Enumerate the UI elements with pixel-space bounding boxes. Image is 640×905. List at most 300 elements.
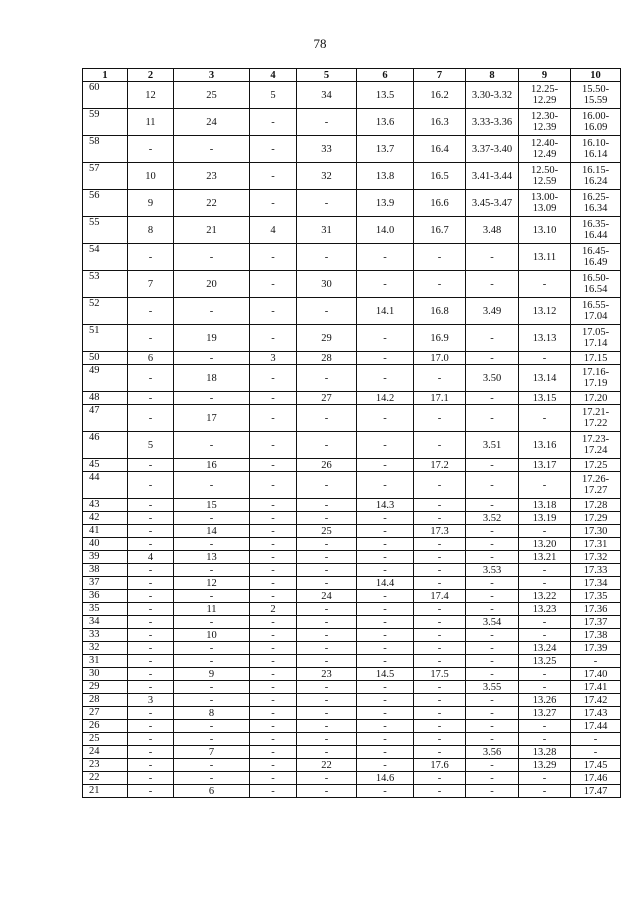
table-cell: 27	[297, 392, 357, 405]
table-row	[83, 405, 621, 432]
table-cell: 30	[297, 271, 357, 298]
table-cell: -	[128, 405, 174, 432]
table-cell: 17.46	[571, 772, 621, 785]
table-cell: 22	[174, 190, 250, 217]
table-cell: -	[466, 590, 519, 603]
column-header: 6	[357, 69, 414, 82]
table-cell: -	[174, 720, 250, 733]
table-cell: -	[250, 655, 297, 668]
table-cell: -	[357, 325, 414, 352]
table-cell: 17.42	[571, 694, 621, 707]
table-cell: -	[519, 629, 571, 642]
table-cell: 17.4	[414, 590, 466, 603]
table-cell: 17.26- 17.27	[571, 472, 621, 499]
table-cell: -	[250, 642, 297, 655]
table-cell: 17.21- 17.22	[571, 405, 621, 432]
table-cell: -	[414, 616, 466, 629]
table-row	[83, 629, 621, 642]
table-cell: -	[414, 564, 466, 577]
table-cell: -	[297, 551, 357, 564]
table-cell: -	[466, 655, 519, 668]
table-cell: 3.54	[466, 616, 519, 629]
table-cell: -	[250, 759, 297, 772]
table-cell: 50	[83, 352, 128, 365]
table-cell: -	[519, 681, 571, 694]
table-cell: -	[250, 109, 297, 136]
table-cell: 13.17	[519, 459, 571, 472]
table-cell: -	[466, 629, 519, 642]
table-cell: -	[174, 564, 250, 577]
table-cell: 14.3	[357, 499, 414, 512]
table-cell: 13.13	[519, 325, 571, 352]
table-cell: 35	[83, 603, 128, 616]
table-cell: 17.40	[571, 668, 621, 681]
table-cell: -	[250, 629, 297, 642]
table-cell: -	[357, 512, 414, 525]
table-row	[83, 244, 621, 271]
column-header: 8	[466, 69, 519, 82]
table-cell: 32	[83, 642, 128, 655]
table-cell: -	[357, 707, 414, 720]
table-cell: -	[519, 785, 571, 798]
table-cell: 16.3	[414, 109, 466, 136]
table-cell: 16.9	[414, 325, 466, 352]
table-cell: -	[519, 616, 571, 629]
table-cell: -	[297, 707, 357, 720]
table-cell: -	[174, 642, 250, 655]
table-cell: 19	[174, 325, 250, 352]
table-cell: 3.52	[466, 512, 519, 525]
table-cell: -	[519, 405, 571, 432]
table-cell: 13.18	[519, 499, 571, 512]
table-cell: 17.15	[571, 352, 621, 365]
table-cell: 22	[297, 759, 357, 772]
table-cell: 26	[83, 720, 128, 733]
score-table	[82, 68, 621, 798]
table-cell: 25	[297, 525, 357, 538]
table-cell: -	[250, 707, 297, 720]
table-cell: 17.38	[571, 629, 621, 642]
table-cell: 57	[83, 163, 128, 190]
table-cell: 52	[83, 298, 128, 325]
table-cell: -	[128, 298, 174, 325]
table-cell: -	[414, 603, 466, 616]
table-cell: 54	[83, 244, 128, 271]
table-cell: 47	[83, 405, 128, 432]
table-cell: 13.7	[357, 136, 414, 163]
table-cell: -	[414, 271, 466, 298]
table-cell: -	[250, 472, 297, 499]
table-cell: -	[414, 472, 466, 499]
table-cell: 16.35- 16.44	[571, 217, 621, 244]
table-cell: 13.10	[519, 217, 571, 244]
table-cell: 17.37	[571, 616, 621, 629]
table-cell: 3.41-3.44	[466, 163, 519, 190]
table-cell: -	[250, 298, 297, 325]
table-cell: -	[466, 525, 519, 538]
table-row	[83, 136, 621, 163]
table-cell: -	[250, 577, 297, 590]
table-cell: -	[414, 720, 466, 733]
table-cell: 13.23	[519, 603, 571, 616]
table-cell: -	[174, 392, 250, 405]
table-cell: 17.34	[571, 577, 621, 590]
table-cell: 17.05- 17.14	[571, 325, 621, 352]
table-cell: 17.32	[571, 551, 621, 564]
table-cell: -	[357, 365, 414, 392]
table-cell: 14.0	[357, 217, 414, 244]
table-cell: -	[466, 459, 519, 472]
table-cell: -	[128, 629, 174, 642]
table-cell: -	[357, 472, 414, 499]
table-cell: 26	[297, 459, 357, 472]
table-cell: -	[357, 785, 414, 798]
table-cell: -	[357, 733, 414, 746]
table-cell: 16.55- 17.04	[571, 298, 621, 325]
table-cell: -	[414, 577, 466, 590]
table-cell: -	[357, 564, 414, 577]
table-cell: 22	[83, 772, 128, 785]
table-cell: 16.4	[414, 136, 466, 163]
page-number: 78	[313, 36, 327, 51]
table-cell: 9	[128, 190, 174, 217]
table-cell: -	[128, 577, 174, 590]
table-cell: -	[128, 733, 174, 746]
table-cell: -	[128, 720, 174, 733]
table-cell: 12.40- 12.49	[519, 136, 571, 163]
table-cell: 2	[250, 603, 297, 616]
table-cell: -	[466, 577, 519, 590]
table-cell: 25	[83, 733, 128, 746]
table-cell: 16.50- 16.54	[571, 271, 621, 298]
table-cell: 58	[83, 136, 128, 163]
table-row	[83, 392, 621, 405]
table-cell: -	[297, 785, 357, 798]
table-cell: -	[519, 720, 571, 733]
table-cell: 3.30-3.32	[466, 82, 519, 109]
table-cell: -	[297, 772, 357, 785]
table-cell: -	[250, 746, 297, 759]
table-cell: -	[357, 352, 414, 365]
table-cell: 17.23- 17.24	[571, 432, 621, 459]
table-cell: 15.50- 15.59	[571, 82, 621, 109]
table-cell: -	[297, 298, 357, 325]
table-cell: -	[174, 538, 250, 551]
table-cell: 14.4	[357, 577, 414, 590]
table-cell: 16.5	[414, 163, 466, 190]
table-cell: 3.49	[466, 298, 519, 325]
table-cell: -	[128, 785, 174, 798]
table-cell: -	[297, 244, 357, 271]
table-row	[83, 512, 621, 525]
table-row	[83, 564, 621, 577]
table-cell: 12.30- 12.39	[519, 109, 571, 136]
table-cell: -	[250, 459, 297, 472]
table-cell: 5	[250, 82, 297, 109]
table-cell: 34	[83, 616, 128, 629]
table-row	[83, 352, 621, 365]
table-cell: 3.55	[466, 681, 519, 694]
table-row	[83, 472, 621, 499]
table-cell: 44	[83, 472, 128, 499]
table-cell: 17.20	[571, 392, 621, 405]
table-cell: -	[250, 190, 297, 217]
table-cell: -	[250, 392, 297, 405]
table-row	[83, 785, 621, 798]
table-cell: 17.45	[571, 759, 621, 772]
table-cell: 17.30	[571, 525, 621, 538]
table-cell: 49	[83, 365, 128, 392]
table-cell: -	[357, 642, 414, 655]
table-cell: -	[466, 668, 519, 681]
table-cell: 51	[83, 325, 128, 352]
table-cell: 34	[297, 82, 357, 109]
table-cell: -	[174, 616, 250, 629]
table-cell: -	[250, 694, 297, 707]
table-cell: 36	[83, 590, 128, 603]
table-cell: 31	[83, 655, 128, 668]
table-cell: -	[466, 499, 519, 512]
table-cell: -	[357, 616, 414, 629]
table-cell: -	[414, 655, 466, 668]
table-cell: -	[250, 365, 297, 392]
table-cell: 13.19	[519, 512, 571, 525]
table-cell: -	[250, 590, 297, 603]
table-cell: -	[128, 746, 174, 759]
table-cell: 13.21	[519, 551, 571, 564]
table-cell: -	[414, 538, 466, 551]
table-cell: 42	[83, 512, 128, 525]
table-cell: -	[250, 136, 297, 163]
table-cell: -	[414, 785, 466, 798]
table-row	[83, 603, 621, 616]
table-cell: 48	[83, 392, 128, 405]
table-cell: 12.50- 12.59	[519, 163, 571, 190]
table-cell: 14.2	[357, 392, 414, 405]
table-cell: 13.20	[519, 538, 571, 551]
table-cell: -	[297, 629, 357, 642]
table-cell: -	[297, 190, 357, 217]
table-cell: 59	[83, 109, 128, 136]
table-cell: 20	[174, 271, 250, 298]
table-row	[83, 109, 621, 136]
column-header: 7	[414, 69, 466, 82]
table-cell: 11	[174, 603, 250, 616]
table-body	[83, 82, 621, 798]
table-cell: 40	[83, 538, 128, 551]
table-cell: 16.8	[414, 298, 466, 325]
table-cell: -	[466, 694, 519, 707]
table-cell: 16.6	[414, 190, 466, 217]
table-cell: -	[466, 785, 519, 798]
table-cell: 7	[128, 271, 174, 298]
table-cell: 9	[174, 668, 250, 681]
header-row	[83, 69, 621, 82]
table-row	[83, 365, 621, 392]
table-cell: 29	[297, 325, 357, 352]
table-cell: 30	[83, 668, 128, 681]
table-cell: -	[250, 564, 297, 577]
table-cell: -	[466, 392, 519, 405]
table-cell: 3.50	[466, 365, 519, 392]
table-cell: 3.51	[466, 432, 519, 459]
table-cell: -	[357, 525, 414, 538]
table-cell: 16.45- 16.49	[571, 244, 621, 271]
table-cell: -	[297, 655, 357, 668]
table-cell: -	[357, 590, 414, 603]
table-cell: -	[250, 163, 297, 190]
table-cell: -	[357, 655, 414, 668]
table-cell: 41	[83, 525, 128, 538]
table-cell: -	[128, 499, 174, 512]
table-cell: 14.1	[357, 298, 414, 325]
table-cell: -	[519, 525, 571, 538]
table-cell: 17.36	[571, 603, 621, 616]
table-cell: -	[466, 733, 519, 746]
table-cell: 17.2	[414, 459, 466, 472]
table-cell: -	[174, 352, 250, 365]
table-cell: -	[414, 746, 466, 759]
table-cell: -	[174, 694, 250, 707]
table-cell: -	[174, 136, 250, 163]
table-cell: 33	[297, 136, 357, 163]
table-cell: 13.24	[519, 642, 571, 655]
table-cell: -	[174, 298, 250, 325]
table-cell: -	[128, 603, 174, 616]
table-cell: 6	[128, 352, 174, 365]
table-cell: -	[414, 432, 466, 459]
table-cell: 28	[297, 352, 357, 365]
table-row	[83, 538, 621, 551]
table-cell: -	[519, 564, 571, 577]
table-cell: 13.6	[357, 109, 414, 136]
table-cell: -	[128, 525, 174, 538]
table-cell: 13.27	[519, 707, 571, 720]
column-header: 1	[83, 69, 128, 82]
table-cell: -	[519, 733, 571, 746]
table-cell: 13.5	[357, 82, 414, 109]
table-cell: -	[297, 603, 357, 616]
table-row	[83, 432, 621, 459]
table-cell: -	[297, 681, 357, 694]
table-cell: -	[357, 694, 414, 707]
table-cell: 13.16	[519, 432, 571, 459]
table-cell: -	[414, 772, 466, 785]
table-cell: 13.00- 13.09	[519, 190, 571, 217]
table-cell: -	[357, 538, 414, 551]
table-cell: 8	[174, 707, 250, 720]
table-cell: 15	[174, 499, 250, 512]
table-cell: -	[174, 759, 250, 772]
table-cell: -	[250, 720, 297, 733]
table-cell: 4	[128, 551, 174, 564]
table-cell: -	[357, 603, 414, 616]
table-row	[83, 298, 621, 325]
table-cell: 3.33-3.36	[466, 109, 519, 136]
table-cell: 12	[174, 577, 250, 590]
table-cell: -	[414, 365, 466, 392]
table-cell: -	[357, 271, 414, 298]
table-cell: -	[128, 564, 174, 577]
table-cell: -	[414, 512, 466, 525]
table-cell: -	[519, 472, 571, 499]
table-cell: -	[297, 472, 357, 499]
table-cell: -	[128, 244, 174, 271]
table-cell: 5	[128, 432, 174, 459]
table-cell: -	[297, 405, 357, 432]
table-cell: 56	[83, 190, 128, 217]
table-cell: 8	[128, 217, 174, 244]
table-cell: -	[297, 733, 357, 746]
table-cell: 17.25	[571, 459, 621, 472]
table-cell: -	[174, 432, 250, 459]
table-cell: -	[414, 707, 466, 720]
table-cell: -	[128, 392, 174, 405]
table-cell: 13.8	[357, 163, 414, 190]
table-cell: -	[128, 512, 174, 525]
table-cell: 6	[174, 785, 250, 798]
table-cell: -	[297, 642, 357, 655]
table-row	[83, 271, 621, 298]
table-cell: 17.0	[414, 352, 466, 365]
table-cell: 13.15	[519, 392, 571, 405]
table-cell: -	[174, 655, 250, 668]
table-cell: -	[414, 681, 466, 694]
table-cell: -	[250, 772, 297, 785]
table-cell: 10	[128, 163, 174, 190]
table-cell: 60	[83, 82, 128, 109]
table-cell: 16.15- 16.24	[571, 163, 621, 190]
table-cell: -	[250, 733, 297, 746]
table-cell: 11	[128, 109, 174, 136]
table-cell: 38	[83, 564, 128, 577]
table-cell: -	[128, 459, 174, 472]
table-cell: -	[250, 432, 297, 459]
table-row	[83, 459, 621, 472]
table-cell: 17.16- 17.19	[571, 365, 621, 392]
table-cell: -	[414, 551, 466, 564]
table-cell: 24	[297, 590, 357, 603]
table-cell: 16.2	[414, 82, 466, 109]
table-cell: 14.5	[357, 668, 414, 681]
table-cell: 17.29	[571, 512, 621, 525]
table-cell: 13.12	[519, 298, 571, 325]
table-cell: 17.33	[571, 564, 621, 577]
table-cell: -	[297, 538, 357, 551]
table-cell: -	[297, 746, 357, 759]
table-cell: -	[250, 244, 297, 271]
table-cell: -	[466, 352, 519, 365]
table-cell: -	[297, 694, 357, 707]
table-cell: 33	[83, 629, 128, 642]
table-cell: -	[174, 681, 250, 694]
table-cell: -	[466, 472, 519, 499]
table-cell: 3.48	[466, 217, 519, 244]
table-cell: -	[128, 136, 174, 163]
table-cell: 17.44	[571, 720, 621, 733]
table-row	[83, 499, 621, 512]
table-cell: -	[250, 499, 297, 512]
table-cell: -	[519, 352, 571, 365]
table-cell: -	[250, 616, 297, 629]
table-cell: 13.14	[519, 365, 571, 392]
table-cell: 13.25	[519, 655, 571, 668]
table-cell: 3.53	[466, 564, 519, 577]
table-cell: -	[466, 538, 519, 551]
table-cell: 37	[83, 577, 128, 590]
table-cell: 13.22	[519, 590, 571, 603]
table-cell: -	[466, 603, 519, 616]
